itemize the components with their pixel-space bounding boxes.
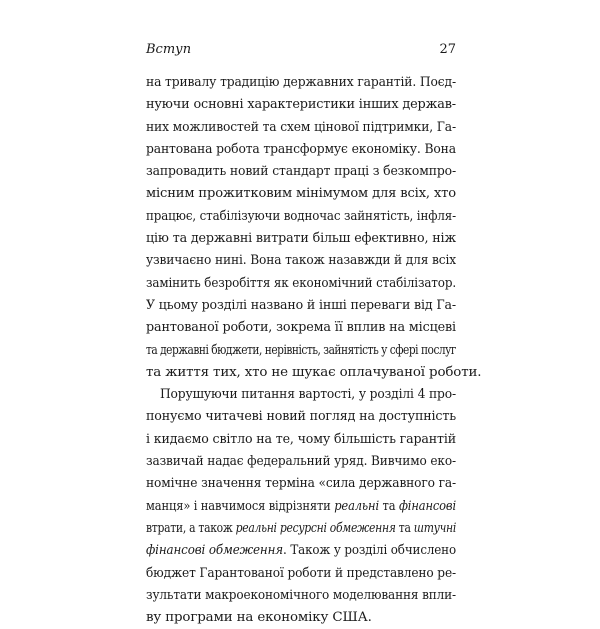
text-line: та державні бюджети, нерівність, зайнятість у сфері послуг [146,342,456,358]
text-line: зазвичай надає федеральний уряд. Вивчимо еко- [146,454,456,470]
text-line: узвичаєно нині. Вона також назавжди й для всіх [146,253,456,269]
text-line: рантована робота трансформує економіку. Вона [146,141,456,157]
text-line: У цьому розділі названо й інші переваги від Га- [146,297,456,313]
text-line: фінансові обмеження. Також у розділі обчислено [146,543,457,559]
emphasis: реальні [334,498,380,514]
text-line: зультати макроекономічного моделювання впли- [146,587,457,603]
text-line: них можливостей та схем цінової підтримки, Га- [146,119,457,135]
text-line: бюджет Гарантованої роботи й представлено ре- [146,565,456,581]
text-line: рантованої роботи, зокрема її вплив на місцеві [146,320,456,336]
emphasis: фінансові [398,498,457,514]
text-line: запровадить новий стандарт праці з безкомпро- [146,164,457,180]
text-line: замінить безробіття як економічний стабілізатор. [146,275,456,291]
running-head [146,40,456,60]
section-title: Вступ [146,42,192,57]
text-line: та життя тих, хто не шукає оплачуваної роботи. [146,364,482,380]
emphasis: штучні [413,520,457,536]
text-line: втрати, а також реальні ресурсні обмеження та штучні [146,520,457,536]
text-line: на тривалу традицію державних гарантій. Поєд- [146,75,456,90]
text-line: Порушуючи питання вартості, у розділі 4 про- [160,387,457,403]
text-line: нуючи основні характеристики інших держав- [146,97,456,113]
text-line: працює, стабілізуючи водночас зайнятість, інфля- [146,208,457,224]
text-line: понуємо читачеві новий погляд на доступність [146,409,456,425]
emphasis: фінансові обмеження [146,543,284,559]
text-line: манця» і навчимося відрізняти реальні та фінансові [146,498,457,514]
text-line: і кидаємо світло на те, чому більшість гарантій [146,431,456,447]
text-line: номічне значення терміна «сила державного га- [146,476,457,492]
text-line: цію та державні витрати більш ефективно, ніж [146,231,456,247]
page-number: 27 [439,42,456,57]
text-line: місним прожитковим мінімумом для всіх, хто [146,186,456,202]
text-line: ву програми на економіку США. [146,610,372,626]
body-text [146,72,482,629]
emphasis: реальні ресурсні обмеження [235,520,396,536]
